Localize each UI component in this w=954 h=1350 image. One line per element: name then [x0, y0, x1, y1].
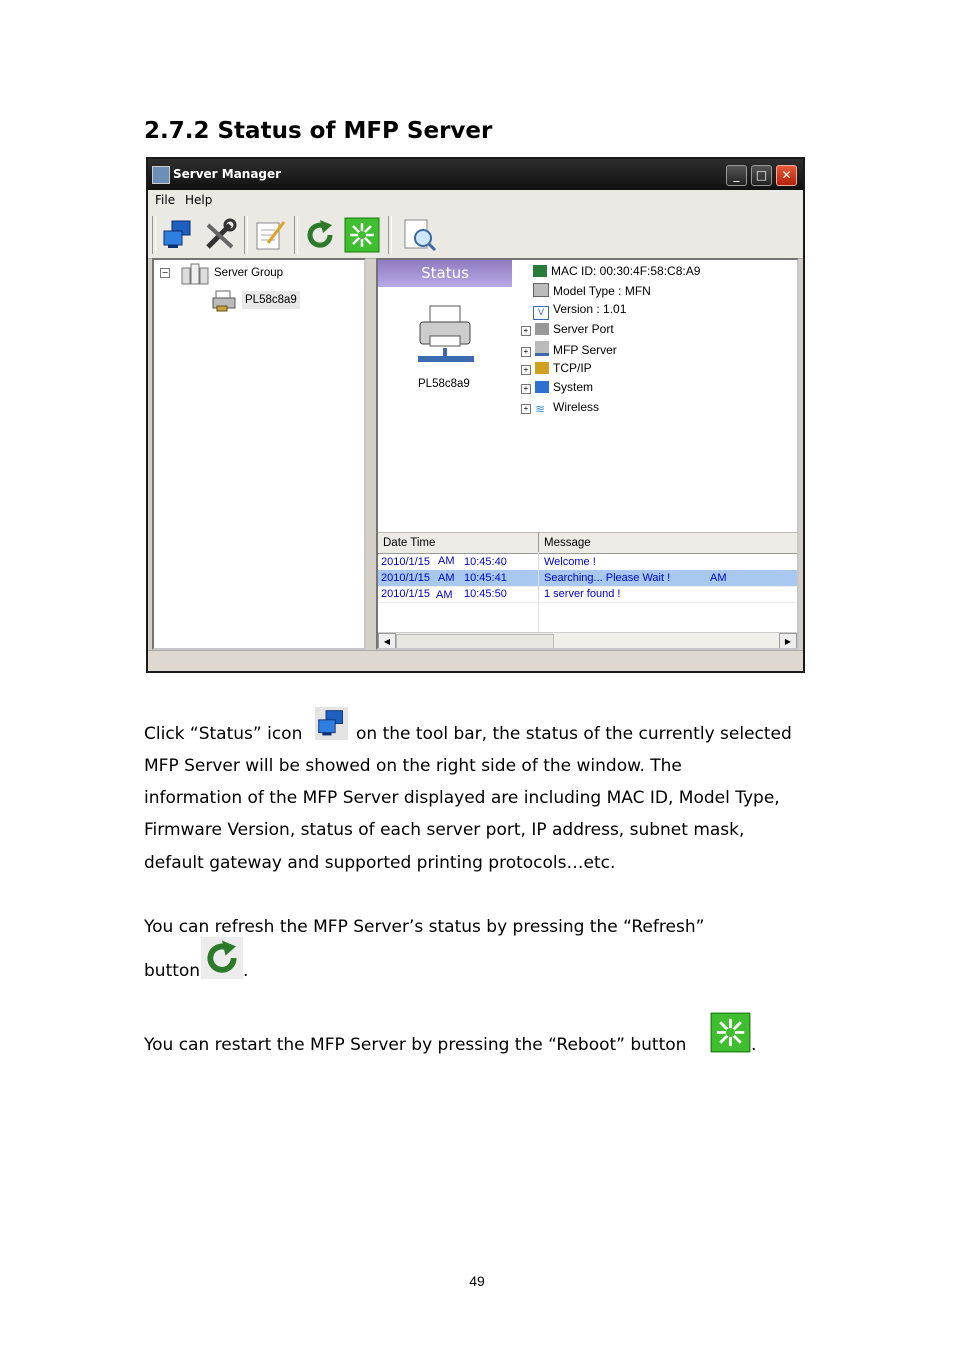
- menu-bar: [148, 190, 803, 210]
- tcpip-icon: [535, 362, 549, 374]
- paragraph-refresh-end: .: [243, 961, 249, 981]
- page-number: 49: [469, 1273, 485, 1289]
- section-heading: 2.7.2 Status of MFP Server: [144, 118, 493, 144]
- wireless-icon: ≋: [535, 402, 546, 416]
- app-icon: [152, 166, 170, 184]
- horizontal-scrollbar[interactable]: [378, 632, 797, 650]
- computer-icon: [535, 381, 549, 393]
- expand-toggle[interactable]: +: [521, 365, 531, 375]
- reboot-icon[interactable]: [344, 217, 380, 253]
- status-icon[interactable]: [160, 217, 196, 253]
- network-card-icon: [533, 265, 547, 277]
- reboot-icon: [710, 1012, 751, 1053]
- tree-root-label[interactable]: Server Group: [214, 267, 284, 279]
- window-status-bar: [148, 650, 803, 671]
- log-row[interactable]: 2010/1/15 AM 10:45:50 1 server found !: [378, 586, 797, 603]
- settings-icon[interactable]: [202, 217, 238, 253]
- toolbar-separator: [294, 216, 298, 254]
- paragraph-refresh-line2: button: [144, 961, 201, 981]
- scroll-right-icon[interactable]: ▶: [779, 633, 797, 650]
- status-header: Status: [378, 260, 512, 287]
- server-tree-pane: [152, 258, 366, 650]
- expand-toggle[interactable]: +: [521, 347, 531, 357]
- refresh-icon: [201, 937, 243, 979]
- minimize-button[interactable]: _: [726, 165, 747, 186]
- toolbar-separator: [388, 216, 392, 254]
- toolbar-separator: [152, 216, 156, 254]
- log-row[interactable]: 2010/1/15 AM 10:45:41 Searching... Please Wait ! AM: [378, 570, 797, 587]
- log-row[interactable]: 2010/1/15 AM 10:45:40 Welcome !: [378, 554, 797, 571]
- server-group-icon: [180, 262, 210, 286]
- paragraph-reboot-end: .: [751, 1035, 757, 1055]
- printer-icon: [533, 283, 549, 297]
- server-manager-window: [146, 157, 805, 673]
- expand-toggle[interactable]: +: [521, 384, 531, 394]
- status-server-port[interactable]: + Server Port: [521, 322, 614, 336]
- status-mac-id[interactable]: MAC ID: 00:30:4F:58:C8:A9: [521, 264, 700, 278]
- paragraph-refresh-line1: You can refresh the MFP Server’s status by pressing the “Refresh”: [144, 917, 705, 937]
- edit-icon[interactable]: [252, 217, 288, 253]
- window-title-bar[interactable]: [148, 159, 803, 190]
- paragraph-status-line3: information of the MFP Server displayed are including MAC ID, Model Type,: [144, 788, 780, 808]
- printer-icon: [212, 290, 238, 312]
- expand-toggle[interactable]: +: [521, 326, 531, 336]
- collapse-toggle[interactable]: −: [161, 268, 169, 277]
- tree-server-item[interactable]: PL58c8a9: [242, 291, 300, 309]
- window-title: Server Manager: [173, 167, 282, 181]
- expand-toggle[interactable]: +: [521, 404, 531, 414]
- maximize-button[interactable]: □: [751, 165, 772, 186]
- status-model-type[interactable]: Model Type : MFN: [521, 283, 651, 298]
- status-system[interactable]: + System: [521, 380, 593, 394]
- status-mfp-server[interactable]: + MFP Server: [521, 341, 617, 357]
- status-tcpip[interactable]: + TCP/IP: [521, 361, 592, 375]
- close-button[interactable]: ✕: [776, 165, 797, 186]
- paragraph-status-line1-end: on the tool bar, the status of the currently selected: [356, 724, 792, 744]
- status-icon: [315, 707, 348, 740]
- menu-help[interactable]: Help: [185, 193, 213, 207]
- status-wireless[interactable]: + ≋ Wireless: [521, 400, 599, 416]
- toolbar-separator: [244, 216, 248, 254]
- refresh-icon[interactable]: [302, 217, 338, 253]
- toolbar: [148, 210, 803, 259]
- scroll-left-icon[interactable]: ◀: [378, 633, 396, 650]
- paragraph-reboot-line1: You can restart the MFP Server by pressing the “Reboot” button: [144, 1035, 687, 1055]
- column-header-date-time[interactable]: Date Time: [383, 537, 436, 549]
- menu-file[interactable]: File: [155, 193, 176, 207]
- port-icon: [535, 323, 549, 335]
- paragraph-status-line2: MFP Server will be showed on the right side of the window. The: [144, 756, 682, 776]
- status-pane: [376, 258, 799, 650]
- version-icon: V: [533, 306, 549, 320]
- status-version[interactable]: V Version : 1.01: [521, 302, 626, 320]
- printer-icon: [535, 341, 549, 356]
- search-icon[interactable]: [402, 217, 438, 253]
- column-header-message[interactable]: Message: [544, 537, 591, 549]
- log-header: [378, 532, 797, 554]
- scroll-thumb[interactable]: [396, 634, 554, 650]
- printer-icon: [414, 304, 478, 368]
- device-label: PL58c8a9: [418, 378, 470, 390]
- paragraph-status-line5: default gateway and supported printing protocols…etc.: [144, 853, 616, 873]
- paragraph-status-line1: Click “Status” icon: [144, 724, 303, 744]
- paragraph-status-line4: Firmware Version, status of each server port, IP address, subnet mask,: [144, 820, 745, 840]
